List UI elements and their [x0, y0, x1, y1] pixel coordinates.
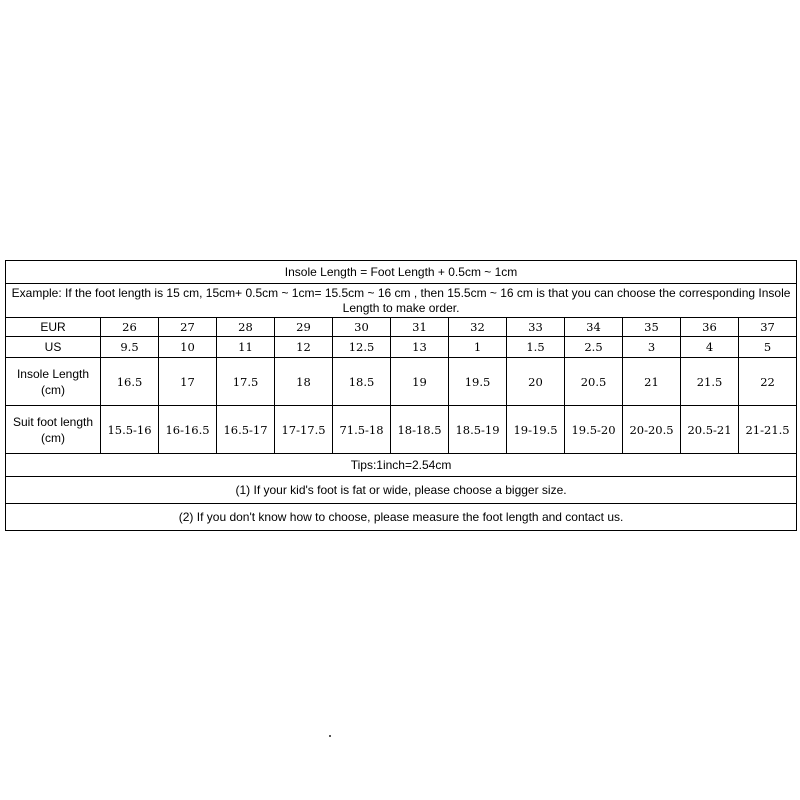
note-text-2: (2) If you don't know how to choose, please measure the foot length and contact us. — [6, 504, 797, 531]
us-cell: 9.5 — [101, 337, 159, 358]
eur-cell: 35 — [623, 318, 681, 337]
eur-cell: 29 — [275, 318, 333, 337]
suit-cell: 20.5-21 — [681, 406, 739, 454]
insole-cell: 19.5 — [449, 358, 507, 406]
suit-cell: 20-20.5 — [623, 406, 681, 454]
chart-header: Insole Length = Foot Length + 0.5cm ~ 1cm — [6, 261, 797, 284]
tips-text: Tips:1inch=2.54cm — [6, 454, 797, 477]
eur-cell: 28 — [217, 318, 275, 337]
eur-cell: 26 — [101, 318, 159, 337]
suit-cell: 16-16.5 — [159, 406, 217, 454]
eur-cell: 32 — [449, 318, 507, 337]
insole-cell: 17.5 — [217, 358, 275, 406]
us-cell: 12.5 — [333, 337, 391, 358]
insole-cell: 17 — [159, 358, 217, 406]
us-cell: 1 — [449, 337, 507, 358]
eur-cell: 36 — [681, 318, 739, 337]
us-row — [6, 337, 797, 358]
suit-cell: 19-19.5 — [507, 406, 565, 454]
insole-cell: 19 — [391, 358, 449, 406]
note-text-1: (1) If your kid's foot is fat or wide, please choose a bigger size. — [6, 477, 797, 504]
note-row-2 — [6, 504, 797, 531]
us-cell: 12 — [275, 337, 333, 358]
us-cell: 11 — [217, 337, 275, 358]
size-chart-table — [5, 260, 797, 531]
example-text: Example: If the foot length is 15 cm, 15cm+ 0.5cm ~ 1cm= 15.5cm ~ 16 cm , then 15.5cm ~ 16 cm is that you can choose the corresponding Insole Length to make order. — [6, 284, 797, 318]
suit-cell: 18-18.5 — [391, 406, 449, 454]
us-cell: 10 — [159, 337, 217, 358]
suit-cell: 71.5-18 — [333, 406, 391, 454]
us-cell: 2.5 — [565, 337, 623, 358]
eur-cell: 33 — [507, 318, 565, 337]
eur-cell: 34 — [565, 318, 623, 337]
insole-cell: 18 — [275, 358, 333, 406]
eur-cell: 27 — [159, 318, 217, 337]
insole-cell: 16.5 — [101, 358, 159, 406]
suit-cell: 19.5-20 — [565, 406, 623, 454]
insole-cell: 18.5 — [333, 358, 391, 406]
suit-label-line2: (cm) — [41, 430, 65, 445]
example-row — [6, 284, 797, 318]
suit-cell: 21-21.5 — [739, 406, 797, 454]
insole-label-line2: (cm) — [41, 382, 65, 397]
eur-cell: 37 — [739, 318, 797, 337]
us-cell: 3 — [623, 337, 681, 358]
eur-row — [6, 318, 797, 337]
insole-cell: 20 — [507, 358, 565, 406]
eur-cell: 30 — [333, 318, 391, 337]
row-label-us: US — [6, 337, 101, 358]
suit-cell: 16.5-17 — [217, 406, 275, 454]
us-cell: 1.5 — [507, 337, 565, 358]
insole-length-row — [6, 358, 797, 406]
insole-cell: 21 — [623, 358, 681, 406]
suit-label-line1: Suit foot length — [12, 414, 94, 429]
header-row — [6, 261, 797, 284]
insole-label-line1: Insole Length — [16, 366, 90, 381]
suit-foot-length-row — [6, 406, 797, 454]
us-cell: 13 — [391, 337, 449, 358]
us-cell: 5 — [739, 337, 797, 358]
insole-cell: 21.5 — [681, 358, 739, 406]
insole-cell: 20.5 — [565, 358, 623, 406]
note-row-1 — [6, 477, 797, 504]
suit-cell: 17-17.5 — [275, 406, 333, 454]
row-label-eur: EUR — [6, 318, 101, 337]
suit-cell: 15.5-16 — [101, 406, 159, 454]
stray-dot — [329, 735, 331, 737]
row-label-suit-foot-length — [6, 406, 101, 454]
tips-row — [6, 454, 797, 477]
us-cell: 4 — [681, 337, 739, 358]
row-label-insole-length — [6, 358, 101, 406]
eur-cell: 31 — [391, 318, 449, 337]
suit-cell: 18.5-19 — [449, 406, 507, 454]
insole-cell: 22 — [739, 358, 797, 406]
